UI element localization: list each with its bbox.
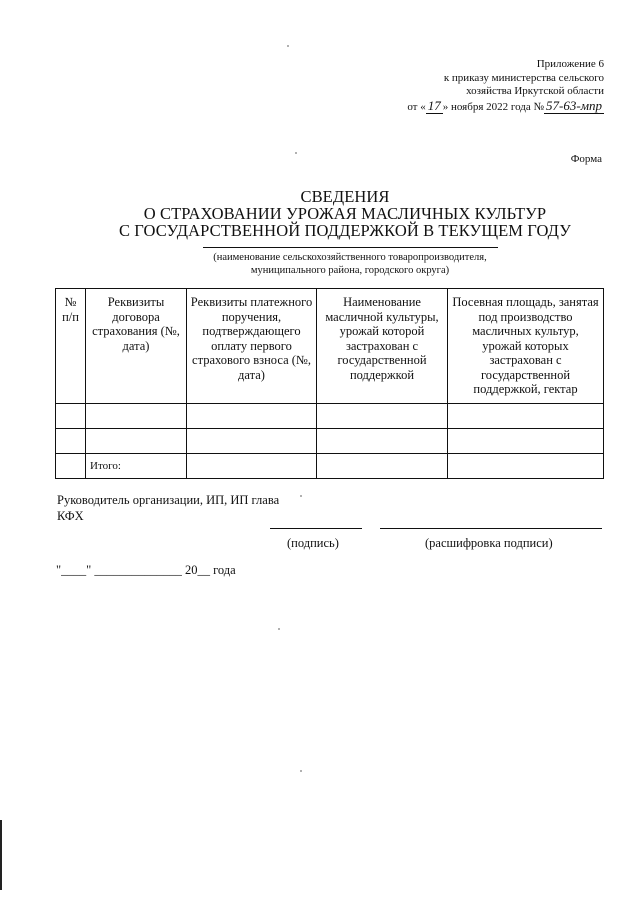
header-crop: Наименование масличной культуры, урожай которой застрахован с государственной поддержкой (317, 289, 448, 404)
header-contract: Реквизиты договора страхования (№, дата) (86, 289, 187, 404)
order-date-mid: » ноября 2022 года № (442, 100, 545, 113)
signature-line[interactable] (270, 528, 362, 529)
order-date-prefix: от « (407, 100, 426, 113)
producer-name-line (203, 247, 498, 248)
scan-speck (295, 152, 297, 154)
document-title (80, 188, 610, 239)
table-cell[interactable] (448, 404, 604, 429)
producer-name-caption (180, 252, 520, 277)
header-payment: Реквизиты платежного поручения, подтверждающего оплату первого страхового взноса (№, дата) (187, 289, 317, 404)
table-row (56, 404, 604, 429)
table-cell[interactable] (448, 454, 604, 479)
caption-line-1: (наименование сельскохозяйственного товаропроизводителя, (213, 252, 487, 263)
title-line-1: СВЕДЕНИЯ (300, 187, 390, 206)
appendix-line-2: к приказу министерства сельского (443, 71, 604, 84)
signature-decode-caption: (расшифровка подписи) (425, 536, 553, 550)
signature-caption: (подпись) (287, 536, 339, 550)
scan-speck (300, 770, 302, 772)
table-cell[interactable] (187, 454, 317, 479)
table-cell[interactable] (317, 429, 448, 454)
signer-position-label: Руководитель организации, ИП, ИП глава КФХ (57, 493, 280, 523)
scan-edge-mark (0, 820, 2, 890)
form-label: Форма (570, 153, 602, 165)
appendix-block (364, 58, 604, 114)
header-area: Посевная площадь, занятая под производство масличных культур, урожай которых застрахован с государственной поддержкой, гектар (448, 289, 604, 404)
table-cell[interactable] (56, 404, 86, 429)
header-number: № п/п (56, 289, 86, 404)
signature-decode-line[interactable] (380, 528, 602, 529)
insurance-table (55, 288, 604, 479)
appendix-line-1: Приложение 6 (536, 58, 604, 70)
table-row (56, 429, 604, 454)
table-cell[interactable] (86, 404, 187, 429)
table-cell[interactable] (187, 404, 317, 429)
table-cell[interactable] (317, 454, 448, 479)
appendix-line-4 (364, 99, 604, 115)
table-cell[interactable] (317, 404, 448, 429)
scan-speck (300, 495, 302, 497)
table-cell[interactable] (86, 429, 187, 454)
order-day-handwritten: 17 (427, 97, 441, 113)
scan-speck (278, 628, 280, 630)
table-cell[interactable] (448, 429, 604, 454)
table-header-row (56, 289, 604, 404)
scan-speck (287, 45, 289, 47)
title-line-3: С ГОСУДАРСТВЕННОЙ ПОДДЕРЖКОЙ В ТЕКУЩЕМ ГОДУ (118, 221, 572, 240)
date-fill-line[interactable]: "____" ______________ 20__ года (56, 563, 236, 577)
table-cell[interactable] (56, 429, 86, 454)
appendix-line-3: хозяйства Иркутской области (466, 85, 604, 97)
total-label: Итого: (86, 454, 187, 479)
title-line-2: О СТРАХОВАНИИ УРОЖАЯ МАСЛИЧНЫХ КУЛЬТУР (143, 204, 547, 223)
order-number-handwritten: 57-63-мпр (546, 97, 602, 113)
table-cell (56, 454, 86, 479)
caption-line-2: муниципального района, городского округа) (250, 264, 450, 276)
table-cell[interactable] (187, 429, 317, 454)
table-total-row (56, 454, 604, 479)
